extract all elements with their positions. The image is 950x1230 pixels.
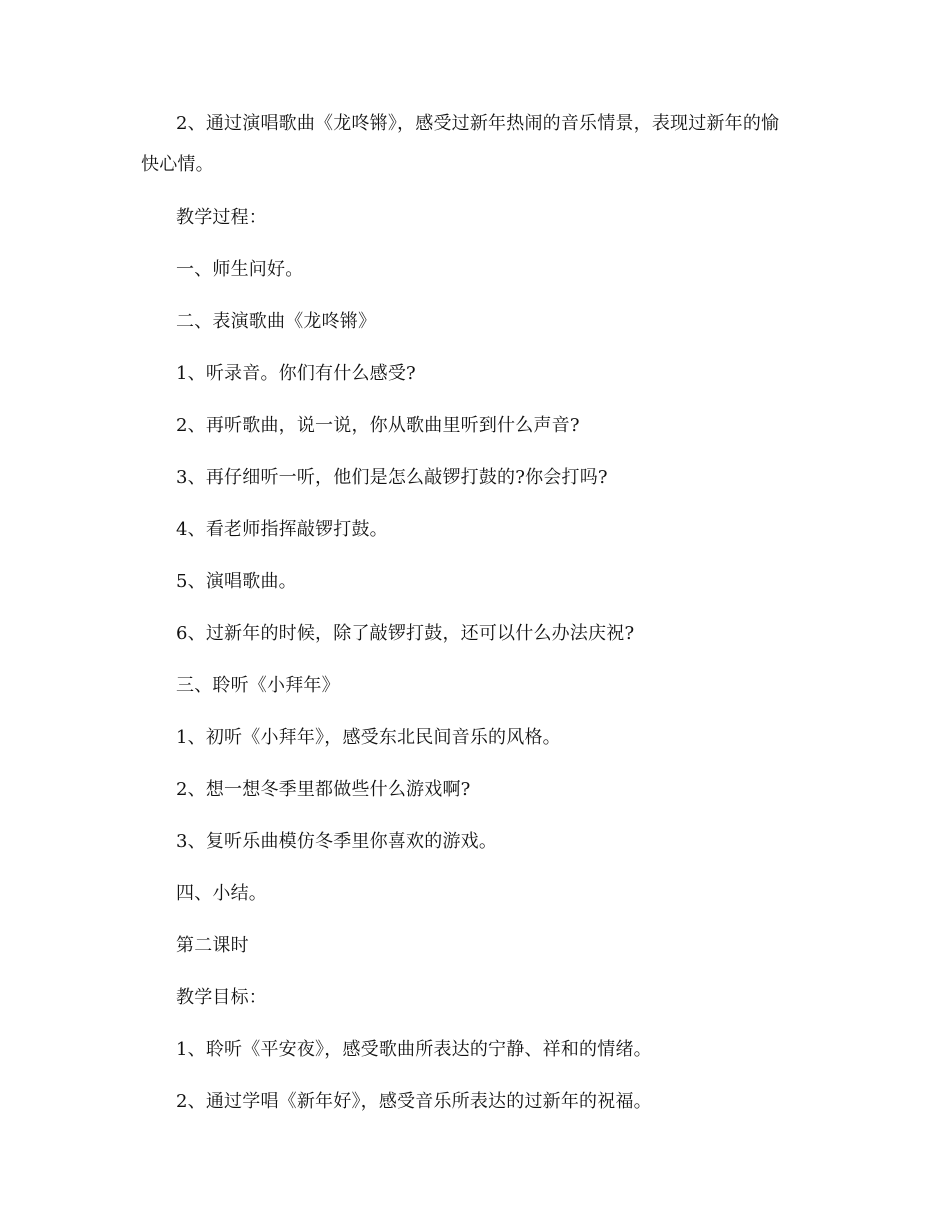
section-heading: 第二课时	[176, 935, 249, 956]
section-heading: 二、表演歌曲《龙咚锵》	[176, 311, 377, 332]
section-heading: 一、师生问好。	[176, 259, 304, 280]
list-item: 1、聆听《平安夜》，感受歌曲所表达的宁静、祥和的情绪。	[176, 1039, 652, 1060]
list-item: 2、再听歌曲，说一说，你从歌曲里听到什么声音?	[176, 415, 580, 436]
list-item: 5、演唱歌曲。	[176, 571, 297, 592]
list-item: 2、想一想冬季里都做些什么游戏啊?	[176, 779, 471, 800]
section-heading: 四、小结。	[176, 883, 267, 904]
section-heading: 三、聆听《小拜年》	[176, 675, 340, 696]
section-heading: 教学目标：	[176, 987, 267, 1008]
list-item: 1、初听《小拜年》，感受东北民间音乐的风格。	[176, 727, 561, 748]
list-item: 3、再仔细听一听，他们是怎么敲锣打鼓的?你会打吗?	[176, 467, 608, 488]
paragraph-line: 2、通过演唱歌曲《龙咚锵》，感受过新年热闹的音乐情景，表现过新年的愉	[176, 113, 780, 134]
list-item: 1、听录音。你们有什么感受?	[176, 363, 416, 384]
list-item: 6、过新年的时候，除了敲锣打鼓，还可以什么办法庆祝?	[176, 623, 635, 644]
section-heading: 教学过程：	[176, 207, 267, 228]
list-item: 2、通过学唱《新年好》，感受音乐所表达的过新年的祝福。	[176, 1091, 652, 1112]
paragraph-line: 快心情。	[141, 154, 214, 175]
list-item: 4、看老师指挥敲锣打鼓。	[176, 519, 388, 540]
list-item: 3、复听乐曲模仿冬季里你喜欢的游戏。	[176, 831, 498, 852]
